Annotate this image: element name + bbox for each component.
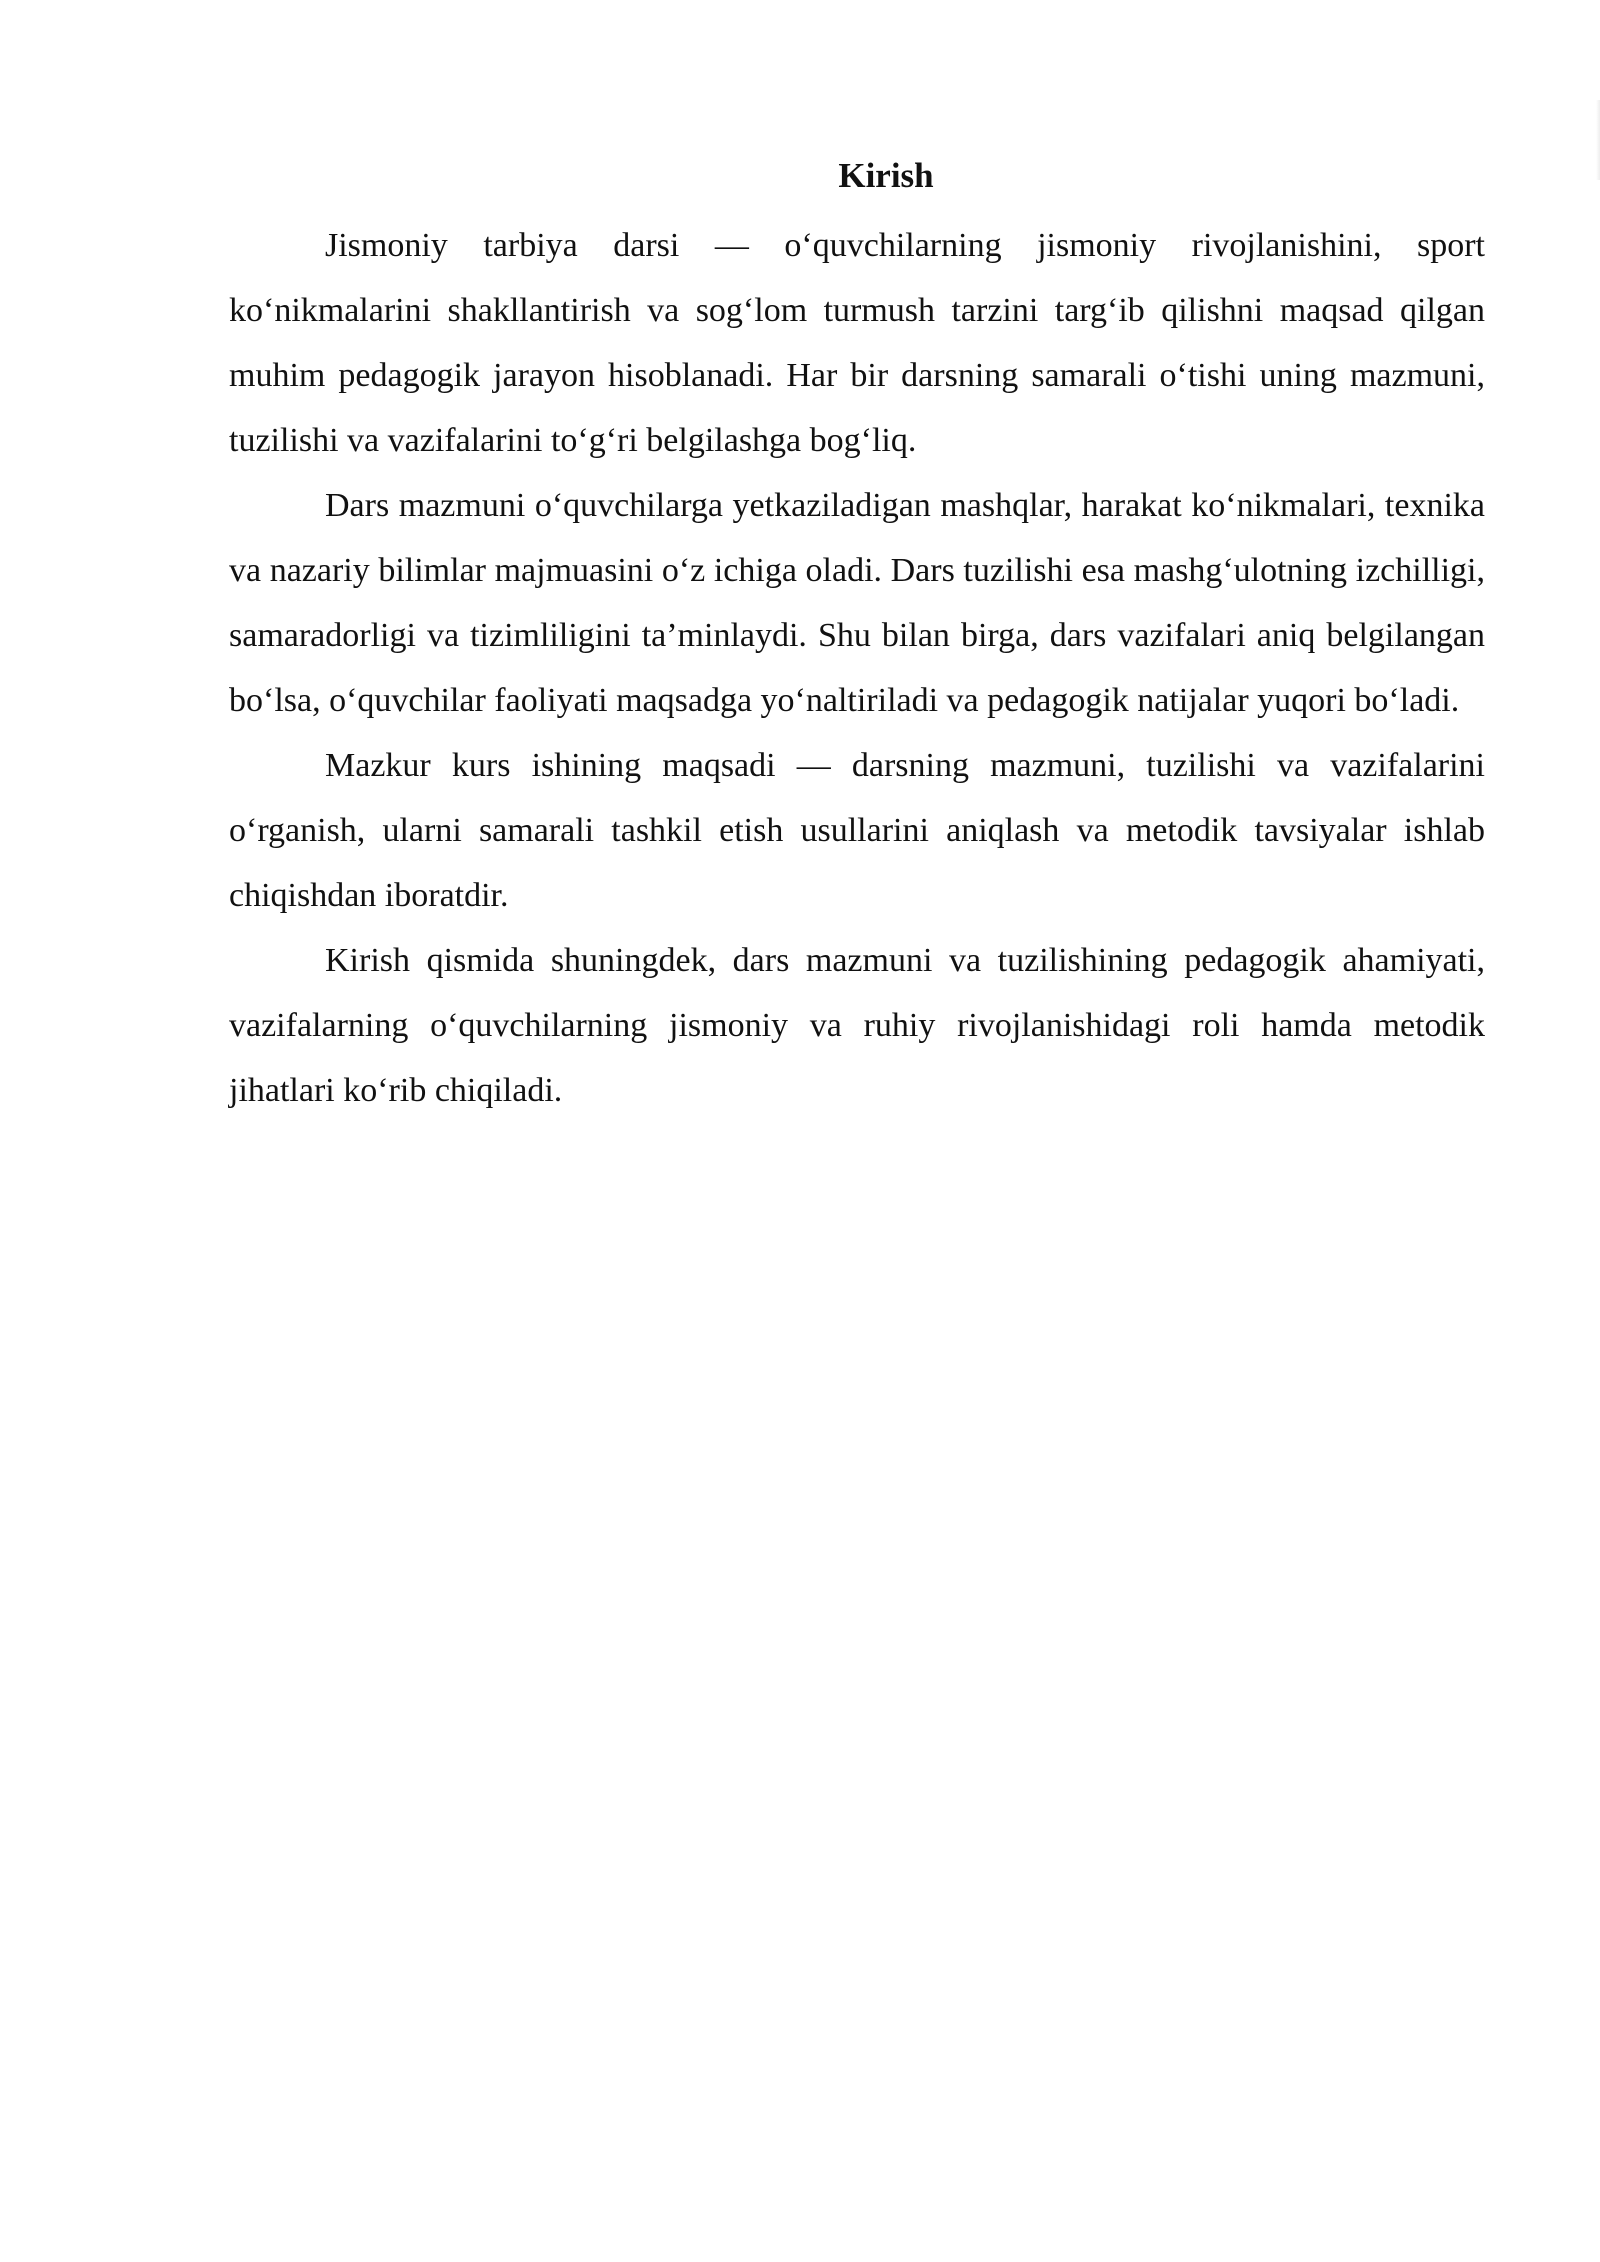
document-body (229, 148, 1485, 1123)
paragraph-4: Kirish qismida shuningdek, dars mazmuni va tuzilishining pedagogik ahamiyati, vazifalarning o‘quvchilarning jismoniy va ruhiy rivojlanishidagi roli hamda metodik jihatlari ko‘rib chiqiladi. (229, 942, 1485, 1109)
paragraph-3: Mazkur kurs ishining maqsadi — darsning mazmuni, tuzilishi va vazifalarini o‘rganish, ularni samarali tashkil etish usullarini aniqlash va metodik tavsiyalar ishlab chiqishdan iboratdir. (229, 747, 1485, 914)
page-edge-shadow (1596, 100, 1600, 180)
paragraph-2: Dars mazmuni o‘quvchilarga yetkaziladigan mashqlar, harakat ko‘nikmalari, texnika va nazariy bilimlar majmuasini o‘z ichiga oladi. Dars tuzilishi esa mashg‘ulotning izchilligi, samaradorligi va tizimliligini ta’minlaydi. Shu bilan birga, dars vazifalari aniq belgilangan bo‘lsa, o‘quvchilar faoliyati maqsadga yo‘naltiriladi va pedagogik natijalar yuqori bo‘ladi. (229, 487, 1485, 719)
section-title: Kirish (838, 156, 934, 195)
paragraph-1: Jismoniy tarbiya darsi — o‘quvchilarning jismoniy rivojlanishini, sport ko‘nikmalarini shakllantirish va sog‘lom turmush tarzini targ‘ib qilishni maqsad qilgan muhim pedagogik jarayon hisoblanadi. Har bir darsning samarali o‘tishi uning mazmuni, tuzilishi va vazifalarini to‘g‘ri belgilashga bog‘liq. (229, 227, 1485, 459)
